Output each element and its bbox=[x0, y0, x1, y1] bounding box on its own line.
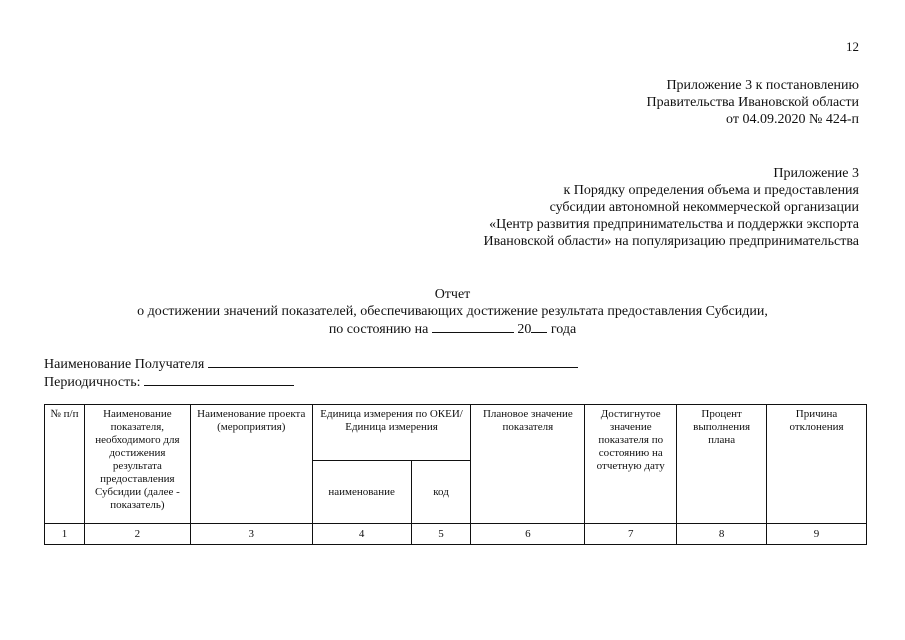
header-number: № п/п bbox=[45, 405, 85, 524]
report-fields bbox=[44, 355, 578, 391]
annex-resolution-block bbox=[647, 77, 859, 128]
header-unit-code: код bbox=[411, 461, 471, 524]
year-suffix: года bbox=[550, 322, 577, 337]
header-indicator-name: Наименование показателя, необходимого для достижения результата предоставления Субсидии (далее - показатель) bbox=[84, 405, 190, 524]
header-achieved-value: Достигнутое значение показателя по состоянию на отчетную дату bbox=[585, 405, 677, 524]
annex-procedure-block bbox=[484, 165, 859, 250]
recipient-row bbox=[44, 355, 578, 373]
annex-resolution-line: Приложение 3 к постановлению bbox=[666, 78, 859, 93]
periodicity-label: Периодичность: bbox=[44, 375, 141, 390]
annex-procedure-line: Приложение 3 bbox=[773, 166, 859, 181]
date-blank-field[interactable] bbox=[432, 320, 514, 333]
report-title-block bbox=[0, 286, 905, 338]
report-as-of-line bbox=[0, 320, 905, 338]
header-planned-value: Плановое значение показателя bbox=[471, 405, 585, 524]
recipient-blank-field[interactable] bbox=[208, 355, 578, 368]
report-heading: Отчет bbox=[434, 287, 471, 302]
table-row bbox=[45, 524, 867, 545]
column-number-cell: 5 bbox=[411, 524, 471, 545]
header-unit-group: Единица измерения по ОКЕИ/Единица измерения bbox=[312, 405, 471, 461]
annex-procedure-line: «Центр развития предпринимательства и поддержки экспорта bbox=[489, 217, 859, 232]
column-number-cell: 7 bbox=[585, 524, 677, 545]
year-prefix: 20 bbox=[517, 322, 532, 337]
periodicity-blank-field[interactable] bbox=[144, 373, 294, 386]
header-unit-name: наименование bbox=[312, 461, 411, 524]
column-number-cell: 8 bbox=[677, 524, 767, 545]
column-number-cell: 6 bbox=[471, 524, 585, 545]
column-number-cell: 1 bbox=[45, 524, 85, 545]
as-of-prefix: по состоянию на bbox=[328, 322, 429, 337]
annex-procedure-line: Ивановской области» на популяризацию предпринимательства bbox=[483, 234, 859, 249]
header-project-name: Наименование проекта (мероприятия) bbox=[190, 405, 312, 524]
annex-procedure-line: субсидии автономной некоммерческой организации bbox=[549, 200, 859, 215]
recipient-label: Наименование Получателя bbox=[44, 357, 205, 372]
table-header-row bbox=[45, 405, 867, 461]
annex-procedure-line: к Порядку определения объема и предоставления bbox=[563, 183, 859, 198]
header-completion-percent: Процент выполнения плана bbox=[677, 405, 767, 524]
report-subtitle: о достижении значений показателей, обеспечивающих достижение результата предоставления Субсидии, bbox=[137, 304, 768, 319]
periodicity-row bbox=[44, 373, 578, 391]
report-table bbox=[44, 404, 867, 545]
page-number: 12 bbox=[846, 39, 859, 54]
column-number-cell: 4 bbox=[312, 524, 411, 545]
column-number-cell: 3 bbox=[190, 524, 312, 545]
annex-resolution-line: от 04.09.2020 № 424-п bbox=[726, 112, 859, 127]
annex-resolution-line: Правительства Ивановской области bbox=[646, 95, 859, 110]
header-deviation-reason: Причина отклонения bbox=[767, 405, 867, 524]
year-blank-field[interactable] bbox=[531, 320, 547, 333]
column-number-cell: 9 bbox=[767, 524, 867, 545]
column-number-cell: 2 bbox=[84, 524, 190, 545]
